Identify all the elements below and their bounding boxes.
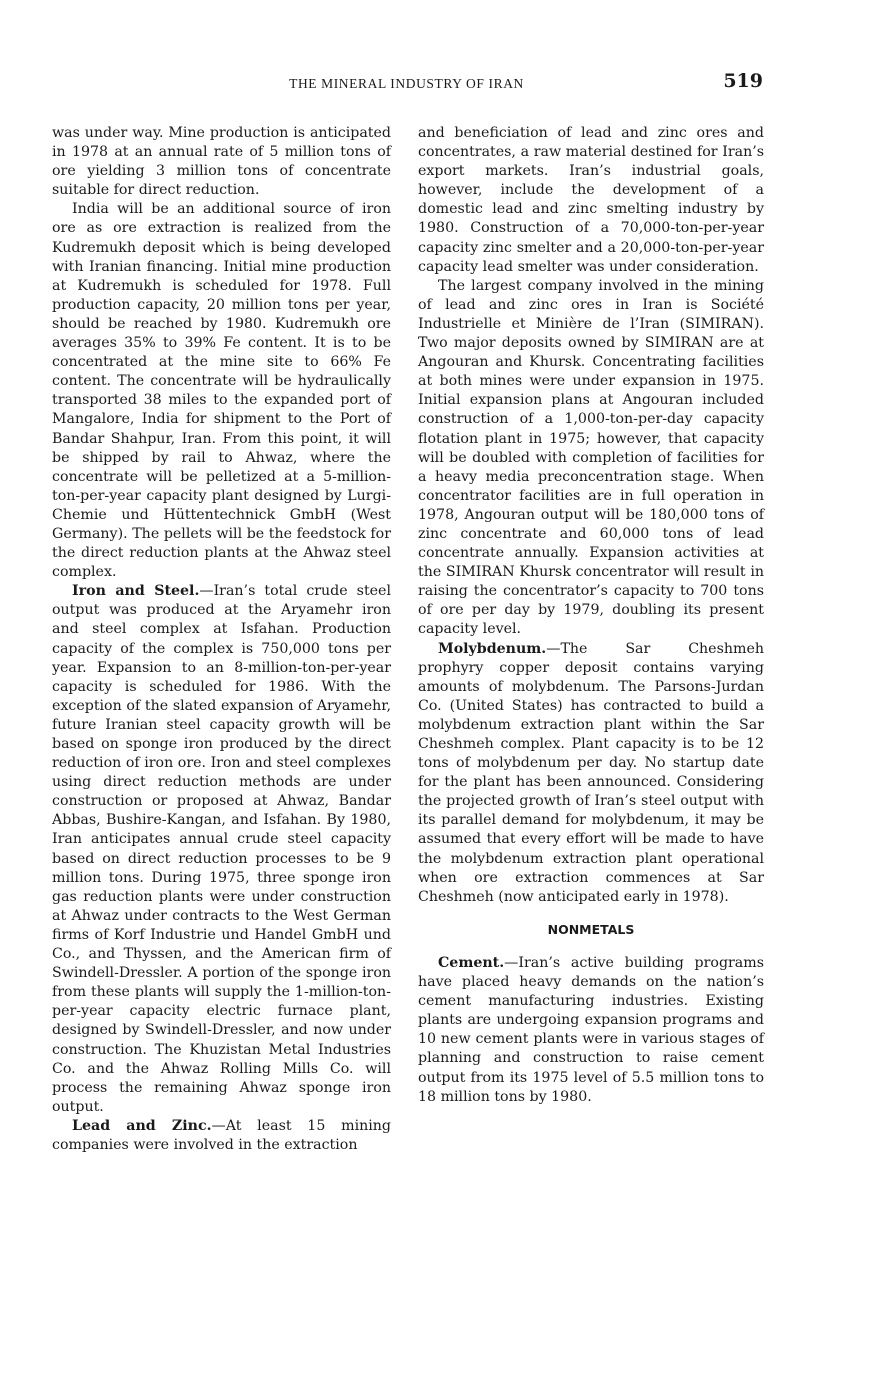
paragraph: and beneficiation of lead and zinc ores and concentrates, a raw material destined for Iran’s export markets. Iran’s industrial goals, however, include the development of a domestic lead and zinc smelting industry by 1980. Construction of a 70,000-ton-per-year capacity zinc smelter and a 20,000-ton-per-year capacity lead smelter was under consideration. (418, 125, 764, 275)
run-in-heading: Lead and Zinc. (72, 1117, 212, 1134)
paragraph: The largest company involved in the mining of lead and zinc ores in Iran is Société Industrielle et Minière de l’Iran (SIMIRAN). Two major deposits owned by SIMIRAN are at Angouran and Khursk. Concentrating facilities at both mines were under expansion in 1975. Initial expansion plans at Angouran included construction of a 1,000-ton-per-day capacity flotation plant in 1975; however, that capacity will be doubled with completion of facilities for a heavy media preconcentration stage. When concentrator facilities are in full operation in 1978, Angouran output will be 180,000 tons of zinc concentrate and 60,000 tons of lead concentrate annually. Expansion activities at the SIMIRAN Khursk concentrator will result in raising the concentrator’s capacity to 700 tons of ore per day by 1979, doubling its present capacity level. (418, 277, 764, 638)
paragraph-cement (418, 954, 764, 1107)
run-in-heading: Molybdenum. (438, 640, 547, 657)
run-in-heading: Iron and Steel. (72, 583, 200, 600)
run-in-heading: Cement. (438, 954, 505, 971)
right-column (418, 124, 764, 1107)
paragraph-iron-steel (52, 582, 391, 1117)
left-column (52, 124, 391, 1155)
paragraph: India will be an additional source of iron ore as ore extraction is realized from the Kudremukh deposit which is being developed with Iranian financing. Initial mine production at Kudremukh is scheduled for 1978. Full production capacity, 20 million tons per year, should be reached by 1980. Kudremukh ore averages 35% to 39% Fe content. It is to be concentrated at the mine site to 66% Fe content. The concentrate will be hydraulically transported 38 miles to the expanded port of Mangalore, India for shipment to the Port of Bandar Shahpur, Iran. From this point, it will be shipped by rail to Ahwaz, where the concentrate will be pelletized at a 5-million-ton-per-year capacity plant designed by Lurgi-Chemie und Hüttentechnick GmbH (West Germany). The pellets will be the feedstock for the direct reduction plants at the Ahwaz steel complex. (52, 201, 391, 581)
paragraph-lead-zinc (52, 1117, 391, 1155)
page-number: 519 (723, 70, 763, 92)
paragraph-molybdenum (418, 640, 764, 907)
paragraph-body: —The Sar Cheshmeh prophyry copper deposit contains varying amounts of molybdenum. The Parsons-Jurdan Co. (United States) has contracted to build a molybdenum extraction plant within the Sar Cheshmeh complex. Plant capacity is to be 12 tons of molybdenum per day. No startup date for the plant has been announced. Considering the projected growth of Iran’s steel output with its parallel demand for molybdenum, it may be assumed that every effort will be made to have the molybdenum extraction plant operational when ore extraction commences at Sar Cheshmeh (now anticipated early in 1978). (418, 640, 764, 905)
paragraph-body: —Iran’s total crude steel output was produced at the Aryamehr iron and steel complex at Isfahan. Production capacity of the complex is 750,000 tons per year. Expansion to an 8-million-ton-per-year capacity is scheduled for 1986. With the exception of the slated expansion of Aryamehr, future Iranian steel capacity growth will be based on sponge iron produced by the direct reduction of iron ore. Iron and steel complexes using direct reduction methods are under construction or proposed at Ahwaz, Bandar Abbas, Bushire-Kangan, and Isfahan. By 1980, Iran anticipates annual crude steel capacity based on direct reduction processes to be 9 million tons. During 1975, three sponge iron gas reduction plants were under construction at Ahwaz under contracts to the West German firms of Korf Industrie und Handel GmbH und Co., and Thyssen, and the American firm of Swindell-Dressler. A portion of the sponge iron from these plants will supply the 1-million-ton-per-year capacity electric furnace plant, designed by Swindell-Dressler, and now under construction. The Khuzistan Metal Industries Co. and the Ahwaz Rolling Mills Co. will process the remaining Ahwaz sponge iron output. (52, 583, 391, 1115)
paragraph: was under way. Mine production is anticipated in 1978 at an annual rate of 5 million tons of ore yielding 3 million tons of concentrate suitable for direct reduction. (52, 125, 391, 199)
running-header: THE MINERAL INDUSTRY OF IRAN (289, 76, 524, 91)
section-heading: NONMETALS (547, 921, 635, 937)
paragraph-body: —At least 15 mining companies were involved in the extraction (52, 1117, 391, 1153)
paragraph-body: —Iran’s active building programs have placed heavy demands on the nation’s cement manufacturing industries. Existing plants are undergoing expansion programs and 10 new cement plants were in various stages of planning and construction to raise cement output from its 1975 level of 5.5 million tons to 18 million tons by 1980. (418, 954, 764, 1105)
